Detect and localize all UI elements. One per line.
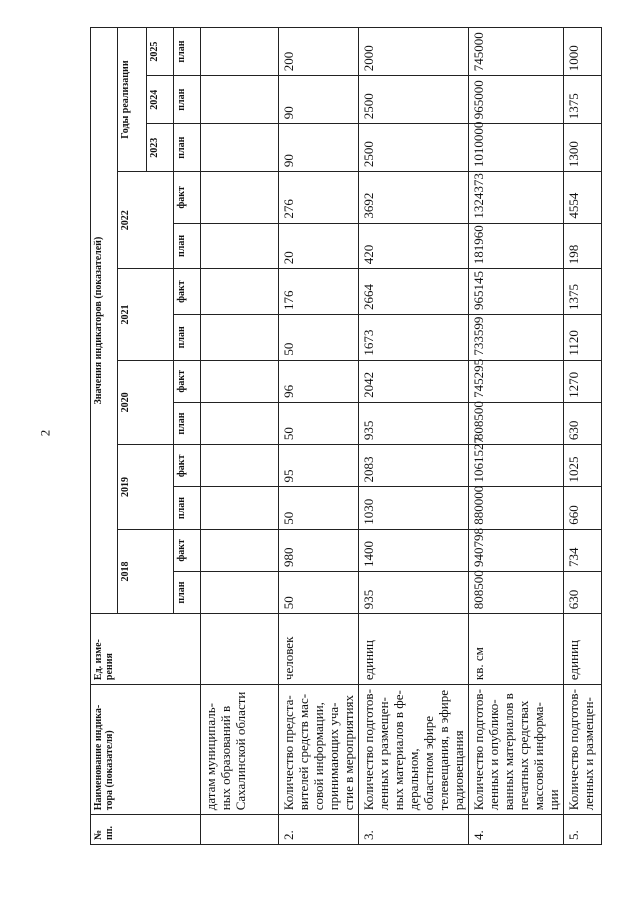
value-cell [201, 529, 279, 571]
value-cell: 90 [279, 124, 359, 172]
value-cell: 630 [564, 402, 602, 444]
value-cell: 2664 [359, 269, 469, 315]
plan-header: план [174, 76, 201, 124]
value-cell: 198 [564, 223, 602, 269]
plan-header: план [174, 223, 201, 269]
year-2023-header: 2023 [147, 124, 174, 172]
value-cell [201, 487, 279, 529]
value-cell [201, 76, 279, 124]
value-cell: 2500 [359, 124, 469, 172]
value-cell: 1673 [359, 314, 469, 360]
value-cell: 1030 [359, 487, 469, 529]
table-row [564, 28, 602, 845]
value-cell [201, 28, 279, 76]
row-number: 2. [279, 815, 359, 845]
value-cell: 1025 [564, 445, 602, 487]
value-cell: 965145 [469, 269, 564, 315]
plan-header: план [174, 487, 201, 529]
value-cell: 2083 [359, 445, 469, 487]
value-cell: 630 [564, 571, 602, 613]
indicator-name: датам муниципаль-ных образований в Сахалинской области [201, 685, 279, 815]
value-cell: 95 [279, 445, 359, 487]
value-cell: 1061527 [469, 445, 564, 487]
values-group-header: Значения индикаторов (показателей) [91, 28, 118, 614]
page-number: 2 [37, 429, 53, 437]
value-cell: 940798 [469, 529, 564, 571]
plan-header: план [174, 402, 201, 444]
indicators-table [90, 27, 602, 845]
fact-header: факт [174, 360, 201, 402]
value-cell: 90 [279, 76, 359, 124]
col-num-header: № пп. [91, 815, 201, 845]
value-cell: 200 [279, 28, 359, 76]
table-row [469, 28, 564, 845]
value-cell [201, 314, 279, 360]
plan-header: план [174, 28, 201, 76]
value-cell [201, 124, 279, 172]
year-2018-header: 2018 [118, 529, 174, 614]
value-cell [201, 571, 279, 613]
table-row [359, 28, 469, 845]
value-cell: 1010000 [469, 124, 564, 172]
table-row [201, 28, 279, 845]
value-cell: 980 [279, 529, 359, 571]
unit-cell: единиц [564, 614, 602, 685]
value-cell: 734 [564, 529, 602, 571]
fact-header: факт [174, 269, 201, 315]
year-2022-header: 2022 [118, 172, 174, 269]
value-cell [201, 360, 279, 402]
value-cell: 808500 [469, 402, 564, 444]
fact-header: факт [174, 172, 201, 223]
value-cell: 96 [279, 360, 359, 402]
indicator-name: Количество подготов-ленных и размещен-ных материалов в фе-деральном, областном эфире телевещания, в эфире радиовещания [359, 685, 469, 815]
value-cell: 1400 [359, 529, 469, 571]
value-cell: 20 [279, 223, 359, 269]
year-2024-header: 2024 [147, 76, 174, 124]
value-cell: 965000 [469, 76, 564, 124]
value-cell [201, 269, 279, 315]
value-cell [201, 172, 279, 223]
unit-cell: кв. см [469, 614, 564, 685]
indicator-name: Количество предста-вителей средств мас-совой информации, принимающих уча-стие в мероприятиях [279, 685, 359, 815]
row-number [201, 815, 279, 845]
value-cell: 2000 [359, 28, 469, 76]
value-cell: 733599 [469, 314, 564, 360]
indicator-name: Количество подготов-ленных и размещен- [564, 685, 602, 815]
value-cell: 181960 [469, 223, 564, 269]
value-cell: 660 [564, 487, 602, 529]
value-cell: 1120 [564, 314, 602, 360]
value-cell: 880000 [469, 487, 564, 529]
fact-header: факт [174, 445, 201, 487]
value-cell: 176 [279, 269, 359, 315]
value-cell: 50 [279, 402, 359, 444]
indicator-name: Количество подготов-ленных и опублико-ванных материалов в печатных средствах массовой информа-ции [469, 685, 564, 815]
value-cell: 50 [279, 487, 359, 529]
value-cell: 1000 [564, 28, 602, 76]
col-unit-header: Ед. изме-рения [91, 614, 201, 685]
table-row [279, 28, 359, 845]
plan-header: план [174, 124, 201, 172]
unit-cell [201, 614, 279, 685]
plan-header: план [174, 314, 201, 360]
row-number: 4. [469, 815, 564, 845]
value-cell: 4554 [564, 172, 602, 223]
value-cell [201, 402, 279, 444]
year-2021-header: 2021 [118, 269, 174, 360]
year-2025-header: 2025 [147, 28, 174, 76]
value-cell: 50 [279, 314, 359, 360]
value-cell: 1270 [564, 360, 602, 402]
value-cell: 745295 [469, 360, 564, 402]
row-number: 3. [359, 815, 469, 845]
value-cell [201, 223, 279, 269]
value-cell: 50 [279, 571, 359, 613]
value-cell: 935 [359, 571, 469, 613]
value-cell: 1375 [564, 76, 602, 124]
year-2020-header: 2020 [118, 360, 174, 445]
value-cell: 276 [279, 172, 359, 223]
value-cell: 3692 [359, 172, 469, 223]
value-cell [201, 445, 279, 487]
value-cell: 1300 [564, 124, 602, 172]
col-name-header: Наименование индика-тора (показателя) [91, 685, 201, 815]
impl-years-header: Годы реализации [118, 28, 147, 172]
value-cell: 420 [359, 223, 469, 269]
row-number: 5. [564, 815, 602, 845]
year-2019-header: 2019 [118, 445, 174, 530]
unit-cell: человек [279, 614, 359, 685]
value-cell: 2042 [359, 360, 469, 402]
unit-cell: единиц [359, 614, 469, 685]
plan-header: план [174, 571, 201, 613]
value-cell: 808500 [469, 571, 564, 613]
value-cell: 935 [359, 402, 469, 444]
fact-header: факт [174, 529, 201, 571]
value-cell: 2500 [359, 76, 469, 124]
value-cell: 1324373 [469, 172, 564, 223]
value-cell: 1375 [564, 269, 602, 315]
value-cell: 745000 [469, 28, 564, 76]
